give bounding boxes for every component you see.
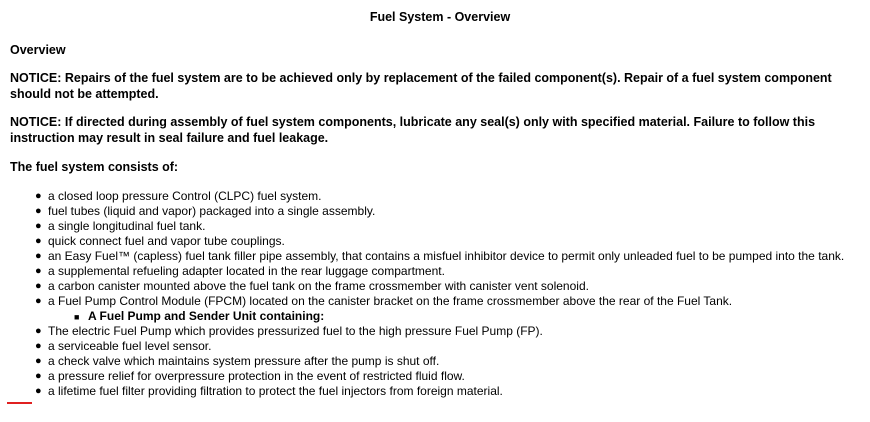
bullet-icon: ● <box>35 280 42 292</box>
list-item-text: quick connect fuel and vapor tube couplings. <box>48 234 285 248</box>
list-item-text: an Easy Fuel™ (capless) fuel tank filler pipe assembly, that contains a misfuel inhibitor device to permit only unleaded fuel to be pumped into the tank. <box>48 249 845 263</box>
document <box>10 0 870 399</box>
list-item-text: a lifetime fuel filter providing filtration to protect the fuel injectors from foreign material. <box>48 384 503 398</box>
consists-heading: The fuel system consists of: <box>10 160 179 174</box>
list-item-text: a pressure relief for overpressure protection in the event of restricted fluid flow. <box>48 369 465 383</box>
list-item <box>35 264 870 279</box>
list-item <box>35 384 870 399</box>
red-marker-line <box>7 402 32 404</box>
sub-list-item <box>48 309 870 324</box>
list-item <box>35 204 870 219</box>
bullet-icon: ● <box>35 250 42 262</box>
notice-repairs: NOTICE: Repairs of the fuel system are to be achieved only by replacement of the failed component(s). Repair of a fuel system component should not be attempted. <box>10 71 832 101</box>
bullet-icon: ● <box>35 265 42 277</box>
list-item-text: a closed loop pressure Control (CLPC) fuel system. <box>48 189 322 203</box>
bullet-icon: ● <box>35 235 42 247</box>
list-item <box>35 354 870 369</box>
list-item-text: fuel tubes (liquid and vapor) packaged into a single assembly. <box>48 204 376 218</box>
list-item <box>35 279 870 294</box>
list-item <box>35 234 870 249</box>
bullet-icon: ● <box>35 325 42 337</box>
list-item-text: a single longitudinal fuel tank. <box>48 219 206 233</box>
fuel-system-list <box>10 189 870 399</box>
list-item <box>35 339 870 354</box>
list-item <box>35 369 870 384</box>
bullet-icon: ● <box>35 295 42 307</box>
bullet-icon: ● <box>35 190 42 202</box>
page-title: Fuel System - Overview <box>369 10 511 24</box>
bullet-icon: ● <box>35 220 42 232</box>
bullet-icon: ● <box>35 355 42 367</box>
bullet-icon: ● <box>35 340 42 352</box>
list-item <box>35 294 870 309</box>
list-item <box>35 219 870 234</box>
list-item <box>35 324 870 339</box>
bullet-icon: ● <box>35 370 42 382</box>
list-item-text: The electric Fuel Pump which provides pressurized fuel to the high pressure Fuel Pump (FP). <box>48 324 543 338</box>
notice-lubrication: NOTICE: If directed during assembly of fuel system components, lubricate any seal(s) only with specified material. Failure to follow this instruction may result in seal failure and fuel leakage. <box>10 115 816 145</box>
list-item <box>35 189 870 204</box>
list-item-text: a carbon canister mounted above the fuel tank on the frame crossmember with canister vent solenoid. <box>48 279 589 293</box>
section-heading: Overview <box>10 43 66 57</box>
bullet-icon: ● <box>35 205 42 217</box>
list-item <box>35 249 870 264</box>
square-bullet-icon: ■ <box>74 312 80 322</box>
list-item-text: a Fuel Pump Control Module (FPCM) located on the canister bracket on the frame crossmember above the rear of the Fuel Tank. <box>48 294 733 308</box>
list-item-text: a check valve which maintains system pressure after the pump is shut off. <box>48 354 440 368</box>
bullet-icon: ● <box>35 385 42 397</box>
list-item-text: a serviceable fuel level sensor. <box>48 339 212 353</box>
sub-list-item-text: A Fuel Pump and Sender Unit containing: <box>88 309 325 323</box>
list-item-text: a supplemental refueling adapter located in the rear luggage compartment. <box>48 264 445 278</box>
